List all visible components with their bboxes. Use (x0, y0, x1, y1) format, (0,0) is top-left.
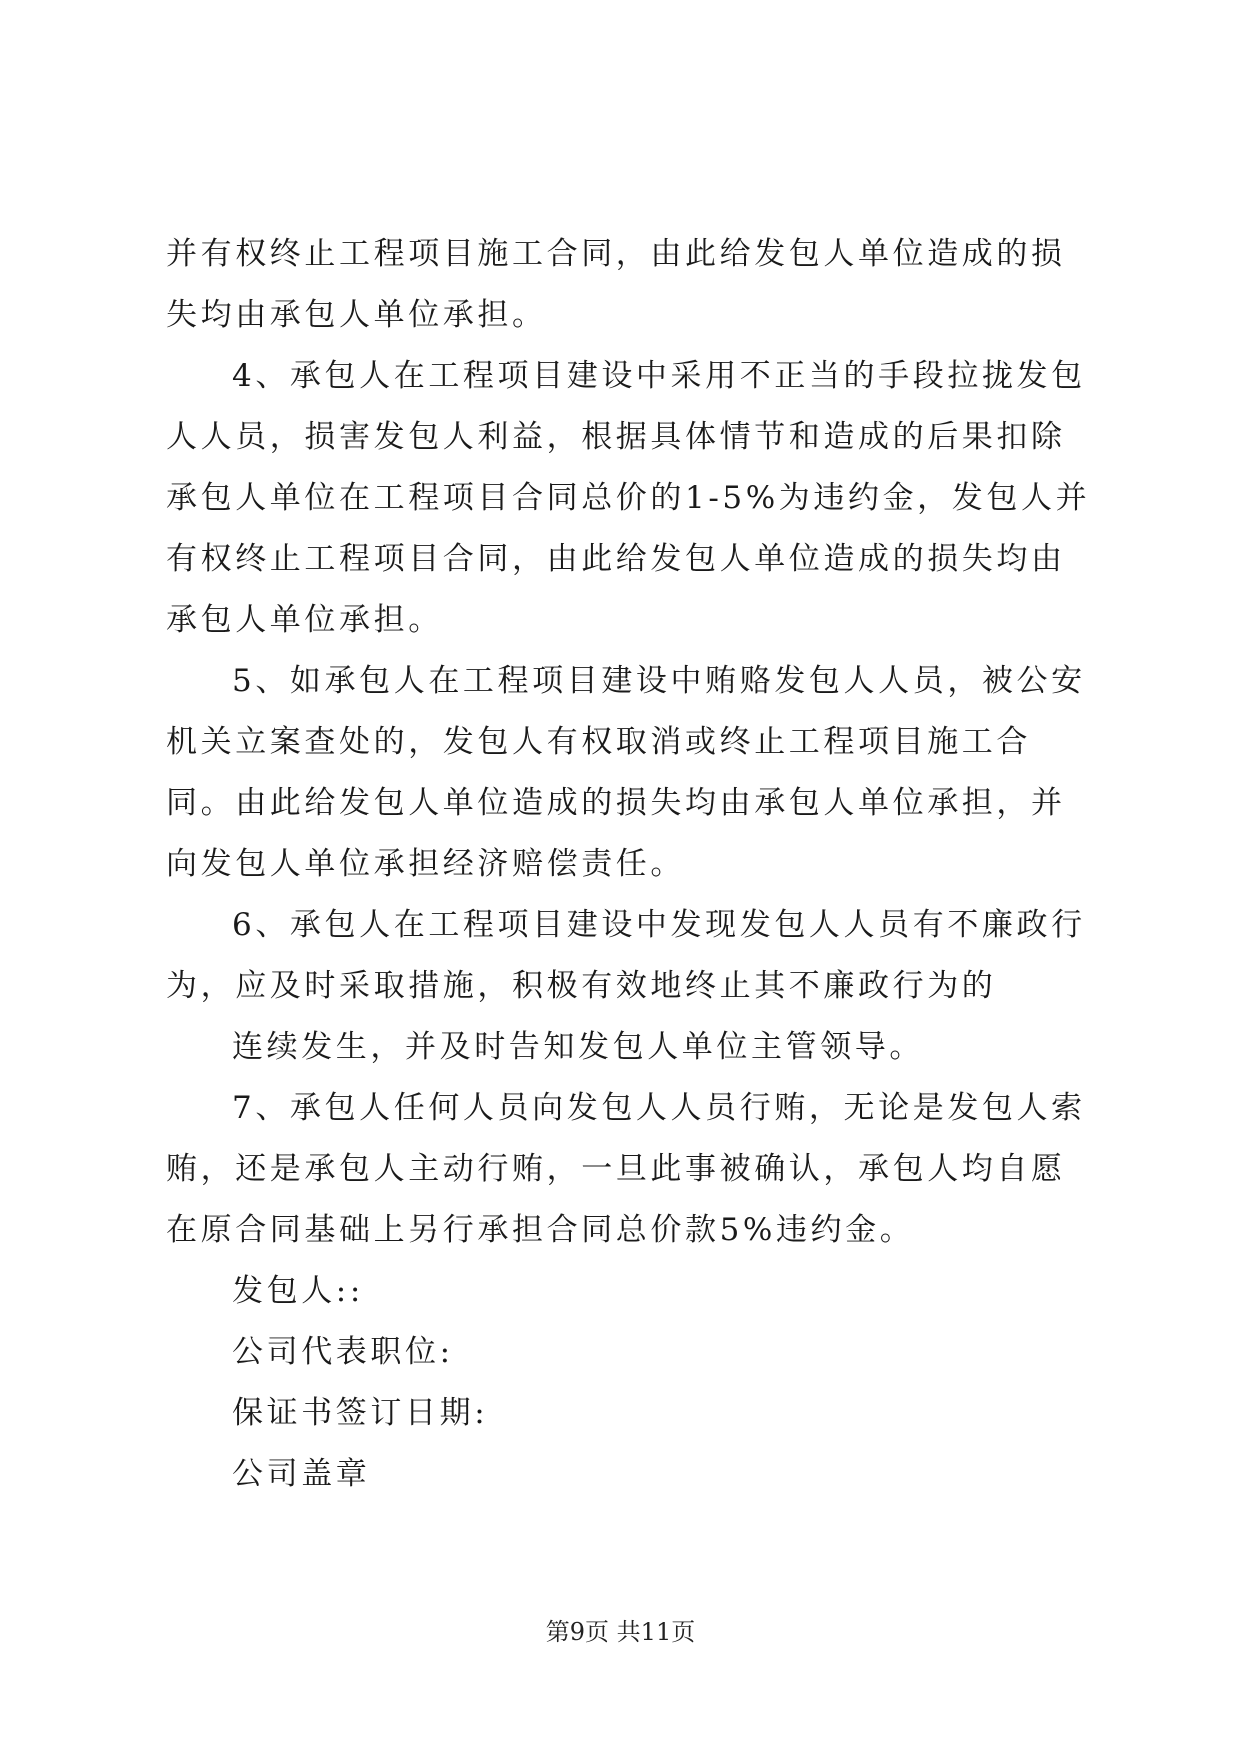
paragraph-clause-4: 4、承包人在工程项目建设中采用不正当的手段拉拢发包人人员，损害发包人利益，根据具体情节和造成的后果扣除承包人单位在工程项目合同总价的1-5%为违约金，发包人并有权终止工程项目合同，由此给发包人单位造成的损失均由承包人单位承担。 (166, 358, 1091, 638)
paragraph-clause-5: 5、如承包人在工程项目建设中贿赂发包人人员，被公安机关立案查处的，发包人有权取消或终止工程项目施工合同。由此给发包人单位造成的损失均由承包人单位承担，并向发包人单位承担经济赔偿责任。 (166, 663, 1086, 882)
paragraph-continuation: 并有权终止工程项目施工合同，由此给发包人单位造成的损失均由承包人单位承担。 (166, 236, 1066, 333)
signature-employer-line: 发包人:: (232, 1273, 364, 1309)
paragraph-clause-6: 6、承包人在工程项目建设中发现发包人人员有不廉政行为，应及时采取措施，积极有效地终止其不廉政行为的 (166, 907, 1086, 1004)
page-number-footer: 第9页 共11页 (545, 1618, 696, 1646)
paragraph-clause-6-continued: 连续发生，并及时告知发包人单位主管领导。 (232, 1029, 924, 1065)
document-body (166, 224, 1091, 1505)
signature-seal-line: 公司盖章 (232, 1456, 371, 1492)
signature-date-line: 保证书签订日期: (232, 1395, 489, 1431)
signature-representative-line: 公司代表职位: (232, 1334, 454, 1370)
paragraph-clause-7: 7、承包人任何人员向发包人人员行贿，无论是发包人索贿，还是承包人主动行贿，一旦此事被确认，承包人均自愿在原合同基础上另行承担合同总价款5%违约金。 (166, 1090, 1086, 1248)
